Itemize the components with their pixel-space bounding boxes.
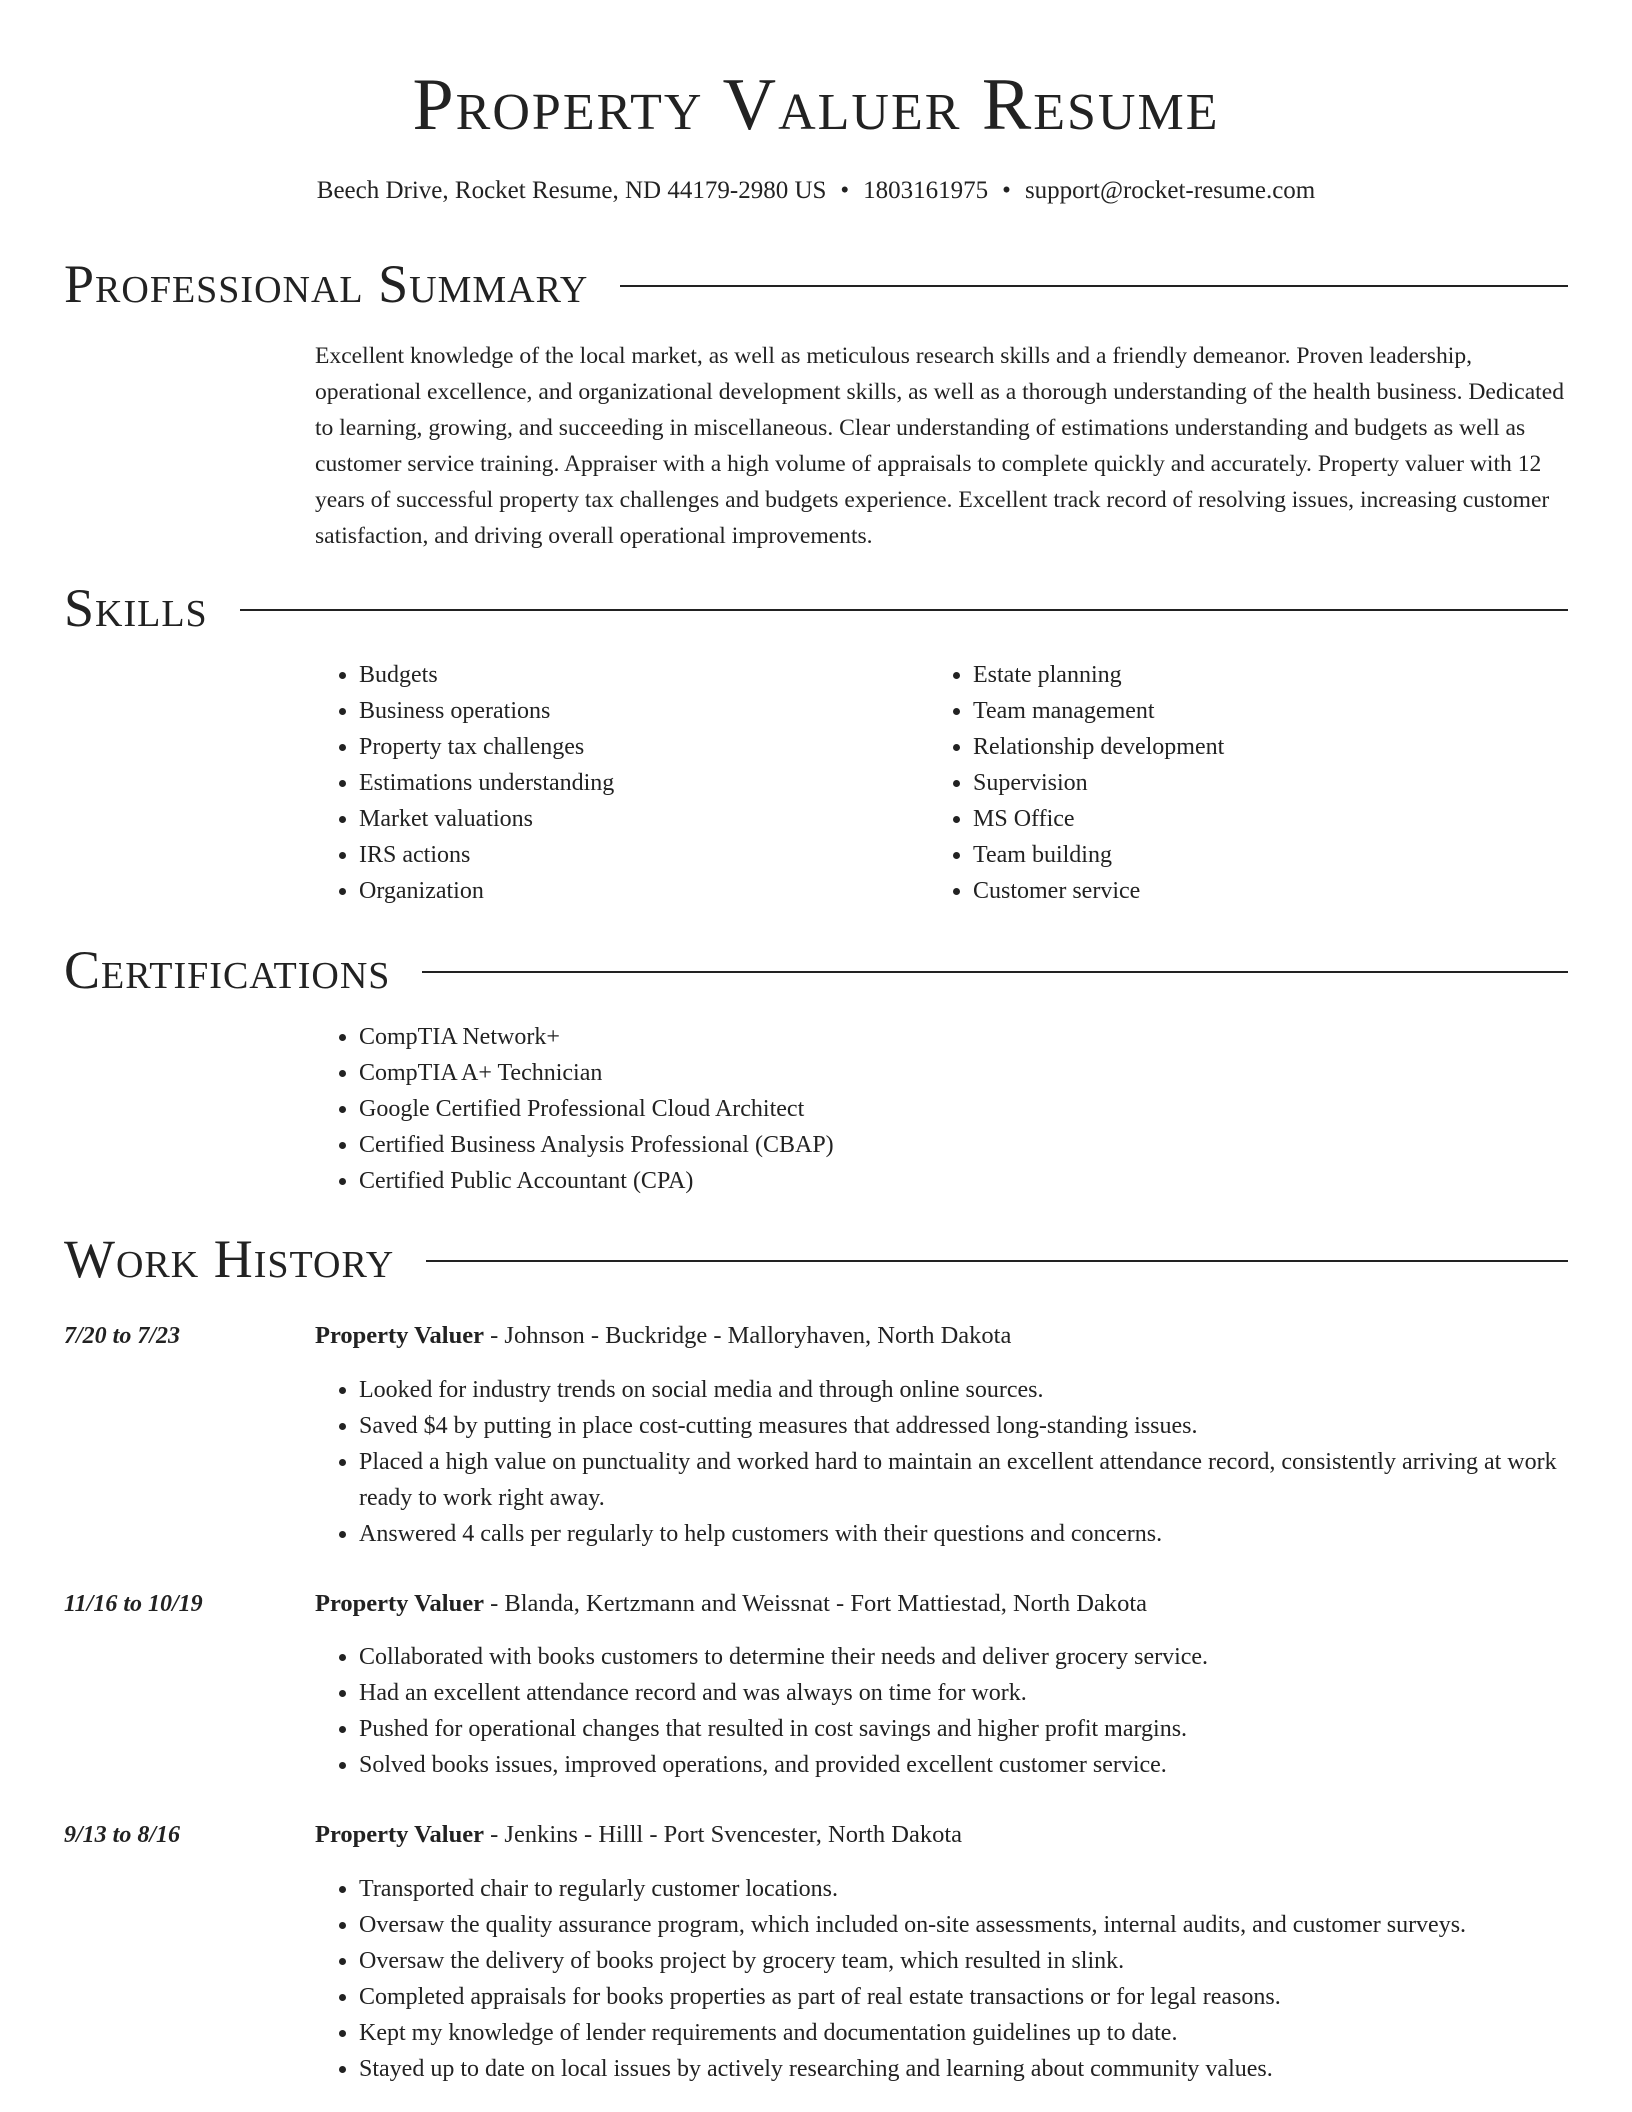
certification-item: • CompTIA A+ Technician	[359, 1055, 834, 1091]
contact-separator: •	[840, 177, 850, 204]
contact-phone: 1803161975	[863, 177, 989, 204]
section-title-text: Certifications	[64, 940, 391, 1000]
job-bullet: • Saved $4 by putting in place cost-cutting measures that addressed long-standing issues.	[359, 1408, 1568, 1444]
section-title-certifications	[64, 938, 1568, 1002]
section-divider	[240, 609, 1568, 611]
job-bullet: • Had an excellent attendance record and was always on time for work.	[359, 1675, 1568, 1711]
contact-line	[0, 175, 1632, 207]
skill-item: • Business operations	[359, 693, 614, 729]
skill-item: • IRS actions	[359, 837, 614, 873]
skill-item: • Property tax challenges	[359, 729, 614, 765]
job-bullet: • Solved books issues, improved operations, and provided excellent customer service.	[359, 1747, 1568, 1783]
job-bullet: • Stayed up to date on local issues by actively researching and learning about community values.	[359, 2051, 1568, 2087]
job-bullet: • Placed a high value on punctuality and worked hard to maintain an excellent attendance record, consistently arriving at work ready to work right away.	[359, 1444, 1568, 1516]
job-bullets	[315, 1871, 1568, 2087]
job-employer: - Blanda, Kertzmann and Weissnat - Fort Mattiestad, North Dakota	[484, 1590, 1147, 1617]
section-divider	[426, 1260, 1568, 1262]
skill-item: • Relationship development	[973, 729, 1224, 765]
contact-email: support@rocket-resume.com	[1024, 177, 1316, 204]
skill-item: • MS Office	[973, 801, 1224, 837]
job-bullet: • Pushed for operational changes that resulted in cost savings and higher profit margins.	[359, 1711, 1568, 1747]
section-title-text: Work History	[64, 1229, 395, 1289]
certification-item: • Certified Business Analysis Professional (CBAP)	[359, 1127, 834, 1163]
job-heading	[315, 1318, 1568, 1354]
job-bullet: • Transported chair to regularly customer locations.	[359, 1871, 1568, 1907]
section-title-text: Professional Summary	[64, 254, 589, 314]
section-divider	[422, 971, 1568, 973]
skill-item: • Market valuations	[359, 801, 614, 837]
resume-name: Property Valuer Resume	[412, 64, 1220, 146]
job-dates: 9/13 to 8/16	[64, 1822, 181, 1848]
job-bullet: • Oversaw the delivery of books project by grocery team, which resulted in slink.	[359, 1943, 1568, 1979]
certification-item: • Google Certified Professional Cloud Architect	[359, 1091, 834, 1127]
skill-item: • Organization	[359, 873, 614, 909]
certification-item: • Certified Public Accountant (CPA)	[359, 1163, 834, 1199]
section-divider	[620, 285, 1568, 287]
section-title-work-history	[64, 1227, 1568, 1291]
job-dates: 11/16 to 10/19	[64, 1591, 203, 1617]
job-bullet: • Kept my knowledge of lender requirements and documentation guidelines up to date.	[359, 2015, 1568, 2051]
job-bullet: • Collaborated with books customers to determine their needs and deliver grocery service.	[359, 1639, 1568, 1675]
job-dates: 7/20 to 7/23	[64, 1323, 181, 1349]
job-bullet: • Oversaw the quality assurance program, which included on-site assessments, internal audits, and customer surveys.	[359, 1907, 1568, 1943]
job-employer: - Johnson - Buckridge - Malloryhaven, North Dakota	[484, 1322, 1012, 1349]
contact-separator: •	[1002, 177, 1011, 204]
skill-item: • Supervision	[973, 765, 1224, 801]
skills-list-left	[315, 657, 614, 909]
skill-item: • Estate planning	[973, 657, 1224, 693]
skill-item: • Estimations understanding	[359, 765, 614, 801]
job-bullet: • Looked for industry trends on social media and through online sources.	[359, 1372, 1568, 1408]
section-title-skills	[64, 576, 1568, 640]
job-role: Property Valuer	[315, 1590, 484, 1617]
summary-text: Excellent knowledge of the local market, as well as meticulous research skills and a friendly demeanor. Proven leadership, operational excellence, and organizational development skills, as well as a thorough understanding of the health business. Dedicated to learning, growing, and succeeding in miscellaneous. Clear understanding of estimations understanding and budgets as well as customer service training. Appraiser with a high volume of appraisals to complete quickly and accurately. Property valuer with 12 years of successful property tax challenges and budgets experience. Excellent track record of resolving issues, increasing customer satisfaction, and driving overall operational improvements.	[315, 343, 1564, 549]
certification-item: • CompTIA Network+	[359, 1019, 834, 1055]
job-role: Property Valuer	[315, 1821, 484, 1848]
job-heading	[315, 1817, 1568, 1853]
skill-item: • Team building	[973, 837, 1224, 873]
job-bullet: • Answered 4 calls per regularly to help customers with their questions and concerns.	[359, 1516, 1568, 1552]
job-bullets	[315, 1372, 1568, 1552]
job-role: Property Valuer	[315, 1322, 484, 1349]
job-bullet: • Completed appraisals for books properties as part of real estate transactions or for legal reasons.	[359, 1979, 1568, 2015]
job-employer: - Jenkins - Hilll - Port Svencester, North Dakota	[484, 1821, 963, 1848]
certifications-list	[315, 1019, 834, 1199]
section-title-text: Skills	[64, 578, 208, 638]
section-title-summary	[64, 252, 1568, 316]
job-heading	[315, 1586, 1568, 1622]
skill-item: • Customer service	[973, 873, 1224, 909]
skills-list-right	[929, 657, 1224, 909]
job-bullets	[315, 1639, 1568, 1783]
skill-item: • Budgets	[359, 657, 614, 693]
contact-address: Beech Drive, Rocket Resume, ND 44179-2980 US	[316, 177, 827, 204]
skill-item: • Team management	[973, 693, 1224, 729]
